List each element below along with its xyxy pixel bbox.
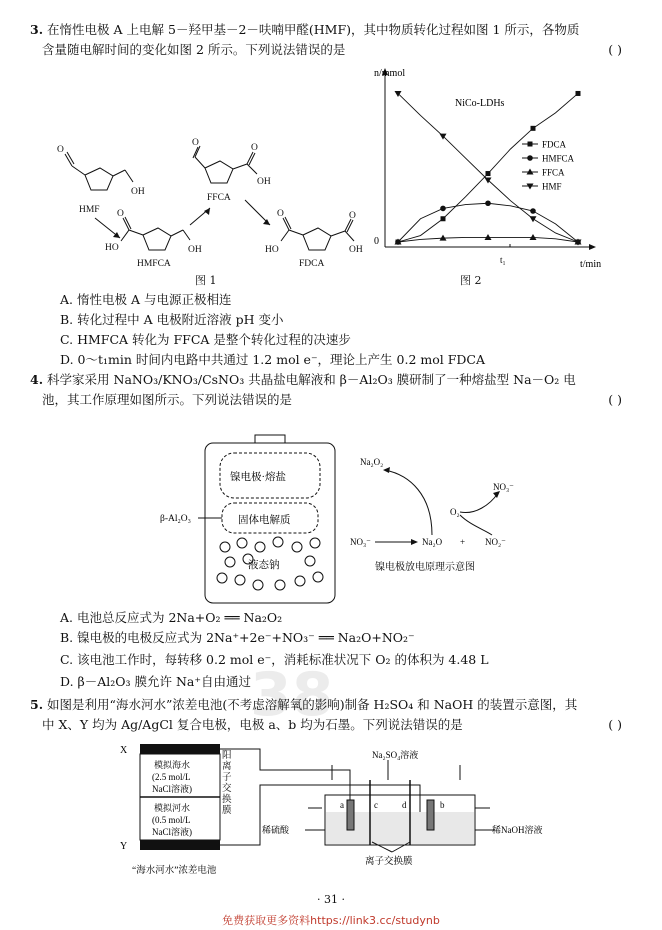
atom-o: O [277,209,284,219]
seawater-solution: NaCl溶液) [152,784,192,794]
q3-option-d: D. 0～t₁min 时间内电路中共通过 1.2 mol e⁻，理论上产生 0.2 mol FDCA [60,352,486,367]
label-fdca: FDCA [299,259,325,269]
hmfca-ring [143,228,171,250]
battery-bot-label: 液态钠 [248,560,280,571]
q4-option-b: B. 镍电极的电极反应式为 2Na⁺+2e⁻+NO₃⁻ ══ Na₂O+NO₂⁻ [60,630,415,645]
x-axis-label: t/min [580,259,602,270]
point-fdca [576,91,581,96]
atom-o: O [349,211,356,221]
q4-stem [30,370,630,410]
q4-stem-line2: 池，其工作原理如图所示。下列说法错误的是 [42,392,293,407]
electrode-y [140,840,220,850]
label-c: c [374,800,378,810]
watermark: 38 [250,660,334,730]
atom-oh: OH [349,245,363,255]
ion-membrane-label: 离子交换膜 [365,857,413,867]
seawater-conc: (2.5 mol/L [152,772,191,782]
t1-tick-label: t₁ [500,255,506,265]
ffca-ring [205,161,233,183]
battery-mid-label: 固体电解质 [238,515,291,526]
point-fdca [441,216,446,221]
atom-o: O [57,145,64,155]
label-y: Y [120,841,128,852]
river-label: 模拟河水 [154,803,191,813]
legend-label-ffca: FFCA [542,167,565,178]
species-na2o2: Na₂O₂ [360,457,384,467]
legend-label-hmfca: HMFCA [542,153,575,164]
label-b: b [440,800,445,810]
origin-label: 0 [374,236,379,247]
q3-option-c: C. HMFCA 转化为 FFCA 是整个转化过程的决速步 [60,332,351,347]
q3-figure1-caption: 图 1 [195,274,217,287]
label-hmf: HMF [79,205,100,215]
atom-ho: HO [265,245,279,255]
q3-option-a: A. 惰性电极 A 与电源正极相连 [60,292,232,307]
species-no2: NO₂⁻ [485,537,506,547]
naoh-label: 稀NaOH溶液 [492,825,543,835]
river-conc: (0.5 mol/L [152,815,191,825]
q5-answer-paren: ( ) [608,717,622,732]
q4-number: 4. [30,372,44,387]
label-a: a [340,800,344,810]
q4-figure-caption: 镍电极放电原理示意图 [375,562,475,573]
point-ffca [530,234,537,240]
atom-oh: OH [188,245,202,255]
legend [522,140,575,192]
point-hmfca [530,208,536,214]
q5-figure [110,740,543,885]
point-hmfca [485,200,491,206]
series-ffca [395,234,582,245]
atom-oh: OH [257,177,271,187]
point-ffca [485,234,492,240]
seawater-label: 模拟海水 [154,760,191,770]
point-fdca [486,171,491,176]
cation-membrane-label: 阳离子交换膜 [222,750,232,816]
q3-figure2-caption: 图 2 [460,274,482,287]
label-hmfca: HMFCA [137,259,171,269]
chart-title: NiCo-LDHs [455,98,505,109]
page-number: · 31 · [317,893,345,906]
q3-stem-line1: 在惰性电极 A 上电解 5－羟甲基－2－呋喃甲醛(HMF)，其中物质转化过程如图 1 所示，各物质 [47,22,580,37]
legend-label-fdca: FDCA [542,139,567,150]
q3-number: 3. [30,22,44,37]
y-axis-label: n/mmol [374,68,406,79]
species-no3-top: NO₃⁻ [493,482,514,492]
q3-stem [30,20,630,60]
electrode-a [347,800,354,830]
q4-stem-line1: 科学家采用 NaNO₃/KNO₃/CsNO₃ 共晶盐电解液和 β－Al₂O₃ 膜研制了一种熔盐型 Na－O₂ 电 [47,372,576,387]
q5-stem-line1: 如图是利用“海水河水”浓差电池(不考虑溶解氧的影响)制备 H₂SO₄ 和 NaOH 的装置示意图，其 [47,697,578,712]
label-d: d [402,800,407,810]
q3-figure2-chart [360,62,605,292]
q4-option-a: A. 电池总反应式为 2Na+O₂ ══ Na₂O₂ [60,610,283,625]
species-o2: O₂ [450,507,460,517]
q4-option-d: D. β－Al₂O₃ 膜允许 Na⁺自由通过 [60,674,251,689]
q5-stem [30,695,630,735]
legend-marker-hmfca [527,155,533,161]
legend-label-hmf: HMF [542,181,562,192]
electrode-x [140,744,220,754]
label-x: X [120,745,128,756]
atom-o: O [251,143,258,153]
na2so4-label: Na₂SO₄溶液 [372,750,419,760]
point-fdca [531,126,536,131]
q5-number: 5. [30,697,44,712]
species-na2o: Na₂O [422,537,443,547]
footer-link[interactable]: 免费获取更多资料https://link3.cc/studynb [222,914,440,927]
point-hmf [530,216,537,222]
q3-stem-line2: 含量随电解时间的变化如图 2 所示。下列说法错误的是 [42,42,346,57]
atom-o: O [192,138,199,148]
q3-option-b: B. 转化过程中 A 电极附近溶液 pH 变小 [60,312,284,327]
q4-answer-paren: ( ) [608,392,622,407]
h2so4-label: 稀硫酸 [262,825,290,835]
electrode-b [427,800,434,830]
atom-o: O [117,209,124,219]
label-ffca: FFCA [207,193,231,203]
q3-answer-paren: ( ) [608,42,622,57]
battery-caption: “海水河水”浓差电池 [132,866,217,876]
q4-option-c: C. 该电池工作时，每转移 0.2 mol e⁻，消耗标准状况下 O₂ 的体积为 4.48 L [60,652,489,667]
q3-figure1 [45,140,365,290]
species-plus: + [460,537,466,547]
atom-oh: OH [131,187,145,197]
q5-stem-line2: 中 X、Y 均为 Ag/AgCl 复合电极，电极 a、b 均为石墨。下列说法错误的是 [42,717,463,732]
q4-figure [160,435,540,605]
atom-ho: HO [105,243,119,253]
hmf-ring [85,168,113,190]
fdca-ring [303,228,331,250]
river-solution: NaCl溶液) [152,827,192,837]
species-no3-left: NO₃⁻ [350,537,371,547]
membrane-label: β-Al₂O₃ [160,514,191,524]
battery-top-label: 镍电极·熔盐 [230,472,286,483]
legend-marker-fdca [528,142,533,147]
point-hmfca [440,206,446,212]
